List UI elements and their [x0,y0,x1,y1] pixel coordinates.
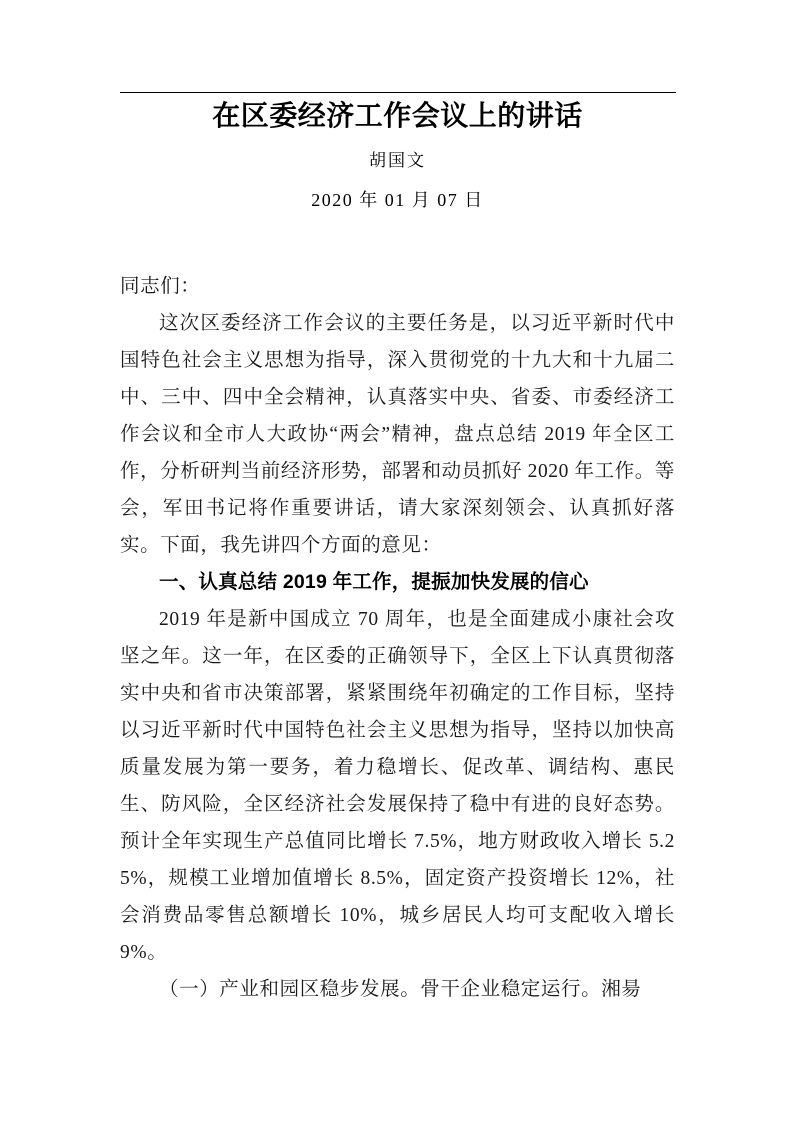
body-paragraph-1: 这次区委经济工作会议的主要任务是，以习近平新时代中国特色社会主义思想为指导，深入贯彻党的十九大和十九届二中、三中、四中全会精神，认真落实中央、省委、市委经济工作会议和全市人大政协“两会”精神，盘点总结 2019 年全区工作，分析研判当前经济形势，部署和动员抓好 2020 年工作。等会，军田书记将作重要讲话，请大家深刻领会、认真抓好落实。下面，我先讲四个方面的意见： [120,313,675,556]
section-heading-1: 一、认真总结 2019 年工作，提振加快发展的信心 [159,571,589,593]
document-date: 2020 年 01 月 07 日 [311,190,484,210]
salutation-paragraph: 同志们： [120,276,201,297]
body-paragraph-3: （一）产业和园区稳步发展。骨干企业稳定运行。湘昜 [159,979,642,1000]
document-body [120,268,675,1008]
document-title: 在区委经济工作会议上的讲话 [212,101,583,132]
body-paragraph-2: 2019 年是新中国成立 70 周年，也是全面建成小康社会攻坚之年。这一年，在区委的正确领导下，全区上下认真贯彻落实中央和省市决策部署，紧紧围绕年初确定的工作目标，坚持以习近平新时代中国特色社会主义思想为指导，坚持以加快高质量发展为第一要务，着力稳增长、促改革、调结构、惠民生、防风险，全区经济社会发展保持了稳中有进的良好态势。预计全年实现生产总值同比增长 7.5%，地方财政收入增长 5.25%，规模工业增加值增长 8.5%，固定资产投资增长 12%，社会消费品零售总额增长 10%，城乡居民人均可支配收入增长 9%。 [120,609,675,963]
document-author: 胡国文 [369,151,426,170]
title-block [120,99,675,213]
header-horizontal-rule [120,92,676,93]
